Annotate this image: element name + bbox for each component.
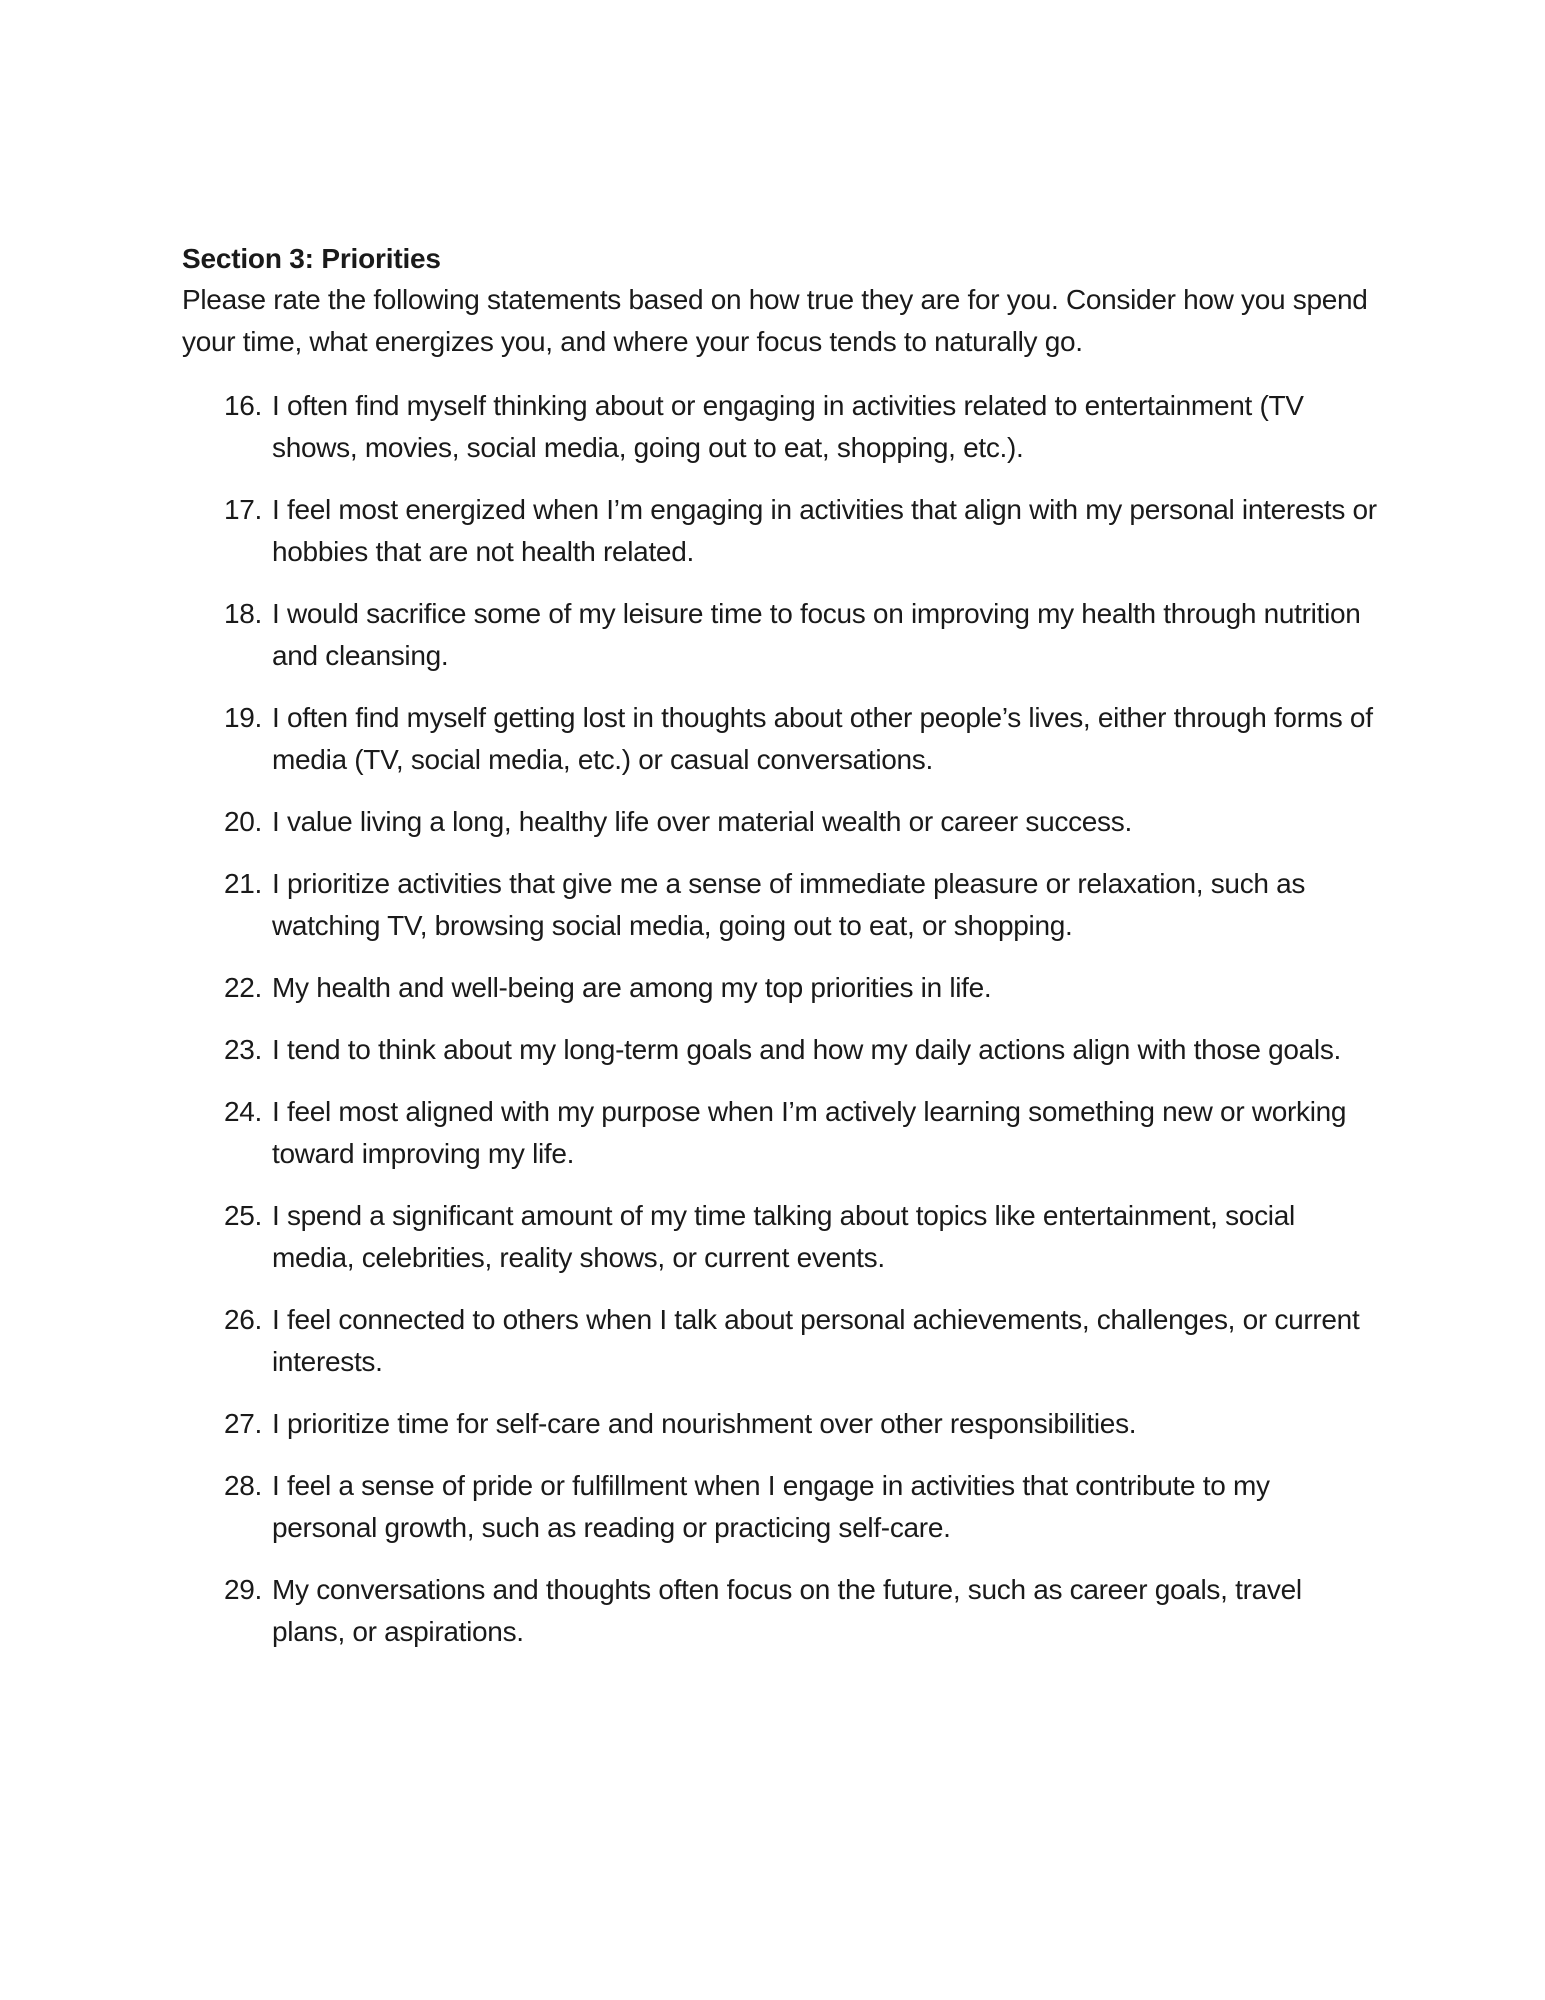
statement-item [182,801,1382,843]
statement-number: 23. [224,1034,263,1065]
statement-text: I often find myself getting lost in thoughts about other people’s lives, either through forms of media (TV, social media, etc.) or casual conversations. [272,702,1373,775]
statement-number: 20. [224,806,263,837]
statement-item [182,1403,1382,1445]
statement-number: 24. [224,1096,263,1127]
statement-number: 16. [224,390,263,421]
statement-text: I often find myself thinking about or engaging in activities related to entertainment (TV shows, movies, social media, going out to eat, shopping, etc.). [272,390,1304,463]
statement-text: I feel connected to others when I talk about personal achievements, challenges, or current interests. [272,1304,1360,1377]
statement-list [182,385,1382,1653]
statement-item [182,967,1382,1009]
statement-number: 22. [224,972,263,1003]
statement-text: I value living a long, healthy life over material wealth or career success. [272,806,1132,837]
statement-item [182,863,1382,947]
statement-item [182,697,1382,781]
statement-text: My health and well-being are among my top priorities in life. [272,972,992,1003]
statement-item [182,489,1382,573]
statement-text: I prioritize time for self-care and nourishment over other responsibilities. [272,1408,1137,1439]
section-intro: Please rate the following statements based on how true they are for you. Consider how you spend your time, what energizes you, and where your focus tends to naturally go. [182,284,1368,357]
statement-text: I spend a significant amount of my time talking about topics like entertainment, social media, celebrities, reality shows, or current events. [272,1200,1295,1273]
statement-text: I feel most energized when I’m engaging in activities that align with my personal interests or hobbies that are not health related. [272,494,1377,567]
statement-number: 19. [224,702,263,733]
statement-item [182,1465,1382,1549]
statement-item [182,1091,1382,1175]
section-title: Section 3: Priorities [182,243,441,274]
statement-number: 17. [224,494,263,525]
statement-item [182,1299,1382,1383]
statement-number: 29. [224,1574,263,1605]
statement-text: I prioritize activities that give me a sense of immediate pleasure or relaxation, such as watching TV, browsing social media, going out to eat, or shopping. [272,868,1306,941]
statement-item [182,385,1382,469]
statement-text: I would sacrifice some of my leisure time to focus on improving my health through nutrition and cleansing. [272,598,1361,671]
statement-number: 21. [224,868,263,899]
statement-item [182,593,1382,677]
statement-item [182,1569,1382,1653]
statement-text: I feel a sense of pride or fulfillment when I engage in activities that contribute to my personal growth, such as reading or practicing self-care. [272,1470,1270,1543]
statement-item [182,1029,1382,1071]
statement-number: 26. [224,1304,263,1335]
section-content [182,241,1382,1673]
statement-number: 28. [224,1470,263,1501]
statement-text: I feel most aligned with my purpose when I’m actively learning something new or working toward improving my life. [272,1096,1347,1169]
statement-item [182,1195,1382,1279]
statement-text: My conversations and thoughts often focus on the future, such as career goals, travel plans, or aspirations. [272,1574,1302,1647]
statement-number: 27. [224,1408,263,1439]
statement-number: 25. [224,1200,263,1231]
statement-text: I tend to think about my long-term goals and how my daily actions align with those goals. [272,1034,1342,1065]
statement-number: 18. [224,598,263,629]
